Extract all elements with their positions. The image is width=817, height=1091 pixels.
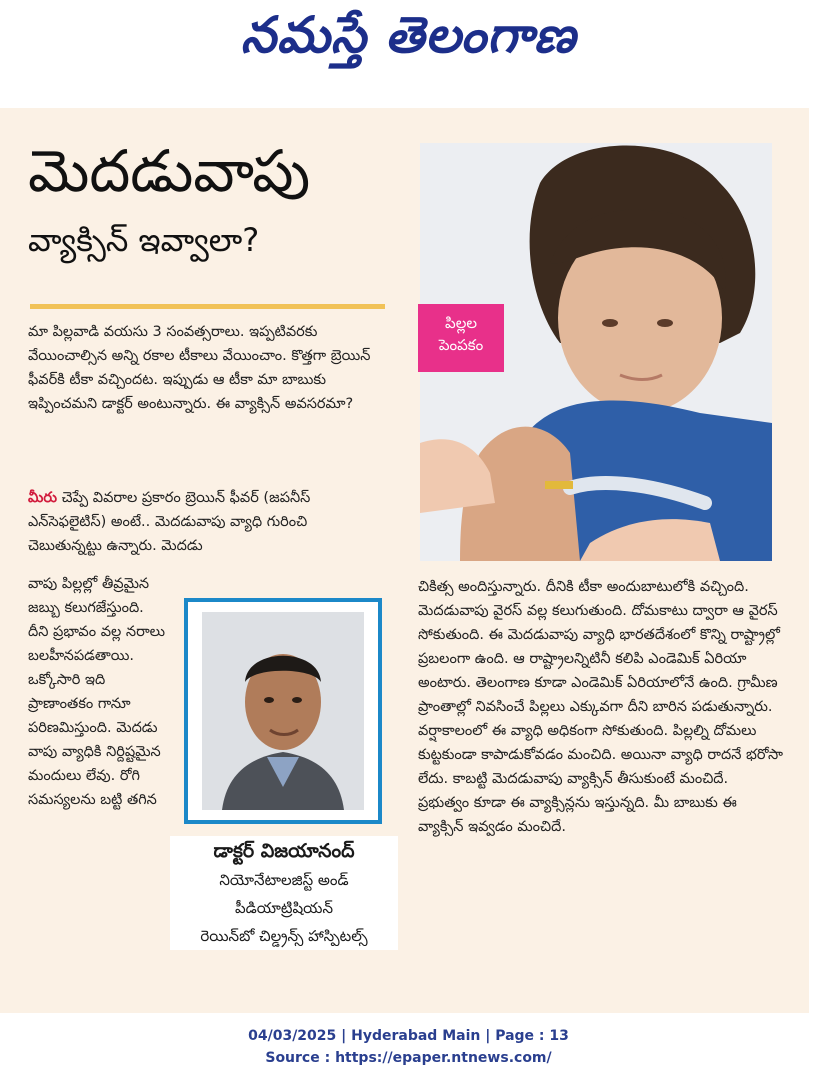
headline-sub: వ్యాక్సిన్ ఇవ్వాలా? <box>28 221 260 259</box>
footer-source: Source : https://epaper.ntnews.com/ <box>265 1050 552 1066</box>
doctor-portrait <box>202 612 364 810</box>
doctor-photo <box>202 612 364 810</box>
category-tag <box>418 304 504 372</box>
category-tag-line2: పెంపకం <box>438 336 484 354</box>
footer-edition: 04/03/2025 | Hyderabad Main | Page : 13 <box>248 1028 569 1044</box>
doctor-photo-frame <box>184 598 382 824</box>
headline-rule <box>30 304 385 309</box>
answer-first-word: మీరు <box>28 490 57 506</box>
doctor-name: డాక్టర్ విజయానంద్ <box>213 840 355 862</box>
doctor-caption <box>170 836 398 950</box>
answer-narrow-column: వాపు పిల్లల్లో తీవ్రమైన జబ్బు కలుగజేస్తుంది. దీని ప్రభావం వల్ల నరాలు బలహీనపడతాయి. ఒక్కోసారి ఇది ప్రాణాంతకం గానూ పరిణమిస్తుంది. మెదడు వాపు వ్యాధికి నిర్దిష్టమైన మందులు లేవు. రోగి సమస్యలను బట్టి తగిన <box>28 576 165 808</box>
doctor-title-2: పీడియాట్రిషియన్ <box>235 899 333 917</box>
doctor-hospital: రెయిన్‌బో చిల్డ్రన్స్ హాస్పిటల్స్ <box>200 927 368 945</box>
reader-question: మా పిల్లవాడి వయసు 3 సంవత్సరాలు. ఇప్పటివరకు వేయించాల్సిన అన్ని రకాల టీకాలు వేయించాం. కొత్తగా బ్రెయిన్ ఫీవర్‌కి టీకా వచ్చిందట. ఇప్పుడు ఆ టీకా మా బాబుకు ఇప్పించమని డాక్టర్ అంటున్నారు. ఈ వ్యాక్సిన్ అవసరమా? <box>28 324 371 412</box>
answer-right-column: చికిత్స అందిస్తున్నారు. దీనికి టీకా అందుబాటులోకి వచ్చింది. మెదడువాపు వైరస్ వల్ల కలుగుతుంది. దోమకాటు ద్వారా ఆ వైరస్ సోకుతుంది. ఈ మెదడువాపు వ్యాధి భారతదేశంలో కొన్ని రాష్ట్రాల్లో ప్రబలంగా ఉంది. ఆ రాష్ట్రాలన్నిటినీ కలిపి ఎండెమిక్ ఏరియా అంటారు. తెలంగాణ కూడా ఎండెమిక్ ఏరియాలోనే ఉంది. గ్రామీణ ప్రాంతాల్లో నివసించే పిల్లలు ఎక్కువగా దీని బారిన పడుతున్నారు. వర్షాకాలంలో ఈ వ్యాధి అధికంగా సోకుతుంది. పిల్లల్ని దోమలు కుట్టకుండా కాపాడుకోవడం మంచిది. అయినా వ్యాధి రాదనే భరోసా లేదు. కాబట్టి మెదడువాపు వ్యాక్సిన్ తీసుకుంటే మంచిదే. ప్రభుత్వం కూడా ఈ వ్యాక్సిన్లను ఇస్తున్నది. మీ బాబుకు ఈ వ్యాక్సిన్ ఇవ్వడం మంచిదే. <box>418 579 783 835</box>
masthead <box>0 0 817 108</box>
masthead-title: నమస్తే తెలంగాణ <box>240 6 577 64</box>
answer-intro <box>28 486 383 558</box>
article <box>0 108 809 1013</box>
headline-main: మెదడువాపు <box>28 137 311 205</box>
answer-intro-text: చెప్పే వివరాల ప్రకారం బ్రెయిన్ ఫీవర్ (జపనీస్ ఎన్‌సెఫలైటిస్) అంటే.. మెదడువాపు వ్యాధి గురించి చెబుతున్నట్టు ఉన్నారు. మెదడు <box>28 490 311 554</box>
doctor-title-1: నియోనేటాలజిస్ట్ అండ్ <box>219 871 349 889</box>
category-tag-line1: పిల్లల <box>445 314 477 332</box>
